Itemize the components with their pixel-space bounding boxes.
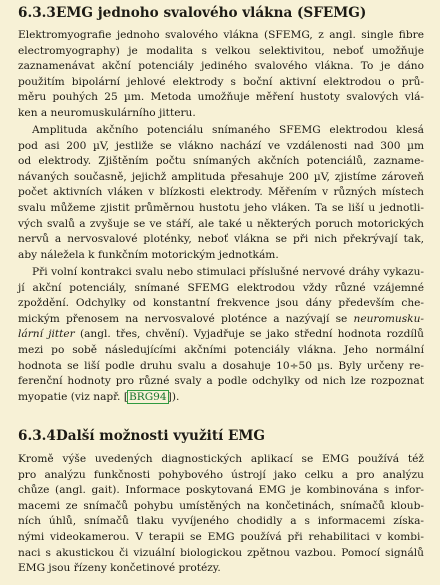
text-line: zaznamenávat akční potenciály jediného svalového vlákna. To je dáno bbox=[18, 60, 424, 73]
italic-term: lární jitter bbox=[18, 328, 75, 341]
section-heading-6-3-4 bbox=[18, 427, 265, 445]
text-fragment: myopatie (viz např. bbox=[18, 390, 124, 403]
text-line: svalu můžeme zjistit průměrnou hustotu jeho vláken. Ta se liší u jednotli- bbox=[18, 201, 424, 214]
text-line: Elektromyografie jednoho svalového vlákna (SFEMG, z angl. single fibre bbox=[18, 29, 424, 41]
text-line: počet aktivních vláken v blízkosti elektrody. Měřením v různých místech bbox=[18, 186, 424, 199]
text-line: Při volní kontrakci svalu nebo stimulaci příslušné nervové dráhy vykazu- bbox=[32, 266, 424, 278]
text-line: návaných současně, jejichž amplituda přesahuje 200 µV, zjistíme zároveň bbox=[18, 170, 424, 183]
paragraph-sfemg-intro bbox=[18, 28, 424, 122]
section-heading-6-3-3 bbox=[18, 4, 366, 22]
text-line: macemi ze snímačů pohybu umístěných na končetinách, snímačů kloub- bbox=[18, 499, 424, 512]
text-line: aby náležela k funkčním motorickým jednotkám. bbox=[18, 248, 279, 261]
text-fragment: (angl. třes, chvění). Vyjadřuje se jako střední hodnota rozdílů bbox=[74, 328, 424, 341]
citation-link[interactable]: BRG94 bbox=[128, 390, 167, 403]
text-line: zpoždění. Odchylky od konstantní frekvence jsou dány především che- bbox=[18, 297, 424, 310]
text-line: Amplituda akčního potenciálu snímaného SFEMG elektrodou klesá bbox=[32, 124, 424, 136]
text-line: nými videokamerou. V terapii se EMG používá při rehabilitaci v kombi- bbox=[18, 530, 424, 543]
text-line: ních úhlů, snímačů tlaku vyvíjeného chodidly a s informacemi získa- bbox=[18, 515, 424, 528]
text-line bbox=[18, 312, 424, 328]
text-line: hodnota se liší podle druhu svalu a dosahuje 10÷50 µs. Byly určeny re- bbox=[18, 359, 424, 372]
text-line: od elektrody. Zjištěním počtu snímaných akčních potenciálů, zazname- bbox=[18, 155, 424, 168]
section-title: Další možnosti využití EMG bbox=[56, 428, 266, 444]
text-line: Kromě výše uvedených diagnostických aplikací se EMG používá též bbox=[18, 453, 424, 465]
text-line: pod asi 200 µV, jestliže se vlákno nachází ve vzdálenosti nad 300 µm bbox=[18, 139, 424, 152]
text-line: mezi po sobě následujícími akčními potenciály vlákna. Jeho normální bbox=[18, 343, 424, 356]
text-fragment: ). bbox=[171, 390, 180, 403]
text-line: použitím bipolární jehlové elektrody s boční aktivní elektrodou o prů- bbox=[18, 75, 424, 88]
text-line: jí akční potenciály, snímané SFEMG elektrodou vždy různé vzájemné bbox=[18, 281, 424, 294]
text-line: myopatie (viz např. [BRG94]). bbox=[18, 390, 180, 403]
paragraph-other-uses bbox=[18, 452, 424, 577]
text-line: vých svalů a zvyšuje se ve stáří, ale také u některých poruch motorických bbox=[18, 217, 424, 230]
text-line: chůze (angl. gait). Informace poskytovaná EMG je kombinována s infor- bbox=[18, 484, 424, 497]
text-line: naci s akustickou či vizuální biologickou zpětnou vazbou. Pomocí signálů bbox=[18, 546, 424, 559]
italic-term: neuromusku- bbox=[353, 312, 424, 325]
text-line: nervů a nervosvalové ploténky, neboť vlákna se při nich překrývají tak, bbox=[18, 233, 424, 246]
text-line bbox=[18, 327, 424, 343]
paragraph-jitter bbox=[18, 265, 424, 405]
text-line: EMG jsou řízeny končetinové protézy. bbox=[18, 562, 221, 575]
paragraph-amplitude bbox=[18, 123, 424, 263]
section-number: 6.3.4 bbox=[18, 428, 56, 444]
text-line: měru pouhých 25 µm. Metoda umožňuje měření hustoty svalových vlá- bbox=[18, 91, 424, 104]
text-fragment: mickým přenosem na nervosvalové ploténce a nazývají se bbox=[18, 312, 354, 325]
text-line: ken a neuromuskulárního jitteru. bbox=[18, 106, 196, 119]
section-title: EMG jednoho svalového vlákna (SFEMG) bbox=[56, 5, 367, 21]
text-line: ferenční hodnoty pro různé svaly a podle odchylky od nich lze rozpoznat bbox=[18, 375, 424, 388]
text-line: electromyography) je modalita s velkou selektivitou, neboť umožňuje bbox=[18, 44, 424, 57]
text-line: pro analýzu funkčnosti pohybového ústrojí jako celku a pro analýzu bbox=[18, 468, 424, 481]
section-number: 6.3.3 bbox=[18, 5, 56, 21]
